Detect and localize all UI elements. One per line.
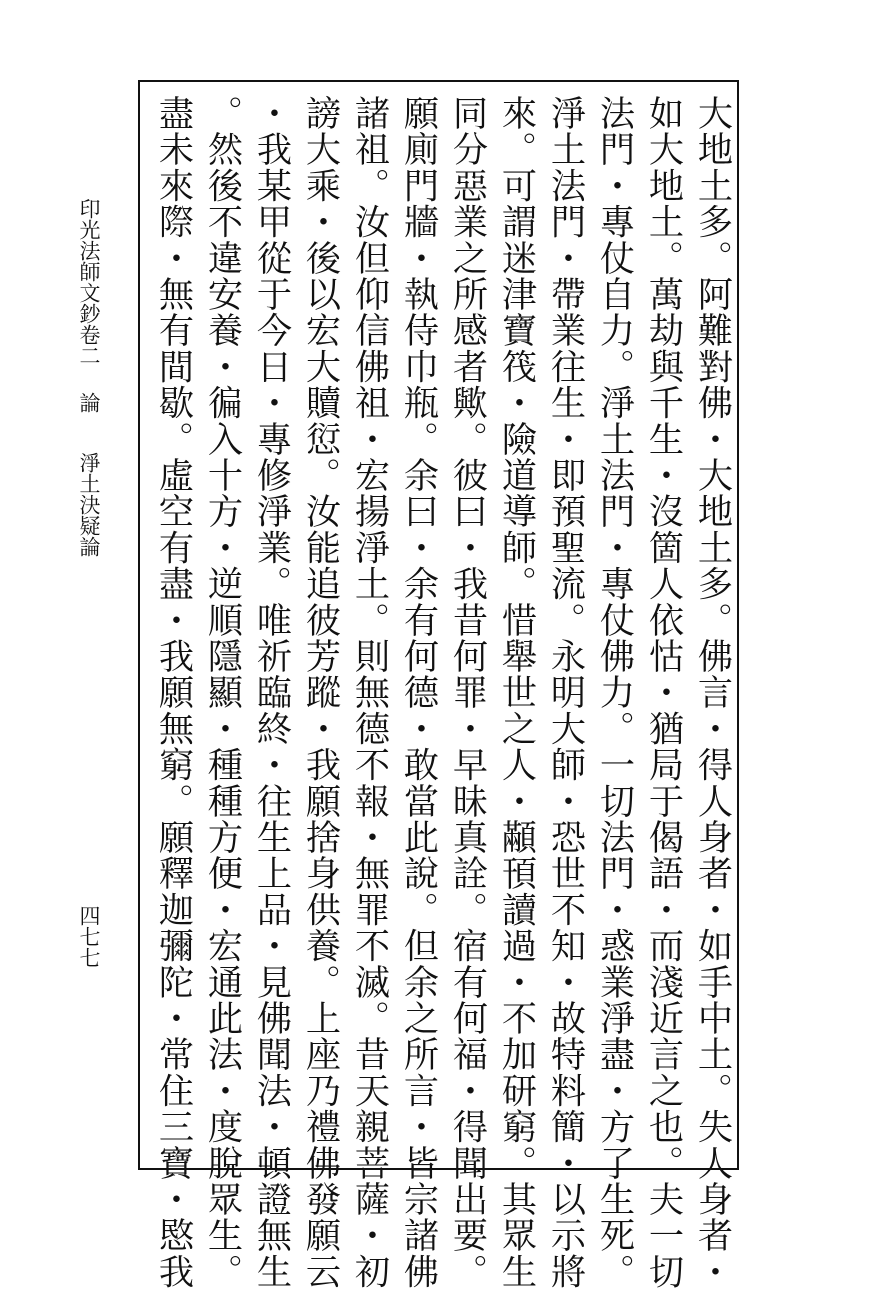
text-column-2: 如大地土。萬劫與千生・沒箇人依怙・猶局于偈語・而淺近言之也。夫一切 <box>643 95 684 1290</box>
text-column-5: 來。可謂迷津寶筏・險道導師。惜舉世之人・顢頇讀過・不加研窮。其眾生 <box>496 95 537 1290</box>
text-column-10: ・我某甲從于今日・專修淨業。唯祈臨終・往生上品・見佛聞法・頓證無生 <box>251 95 292 1290</box>
text-column-9: 謗大乘・後以宏大贖愆。汝能追彼芳蹤・我願捨身供養。上座乃禮佛發願云 <box>300 95 341 1290</box>
text-column-4: 淨土法門・帶業往生・即預聖流。永明大師・恐世不知・故特料簡・以示將 <box>545 95 586 1290</box>
text-column-11: 。然後不違安養・徧入十方・逆順隱顯・種種方便・宏通此法・度脫眾生。 <box>202 95 243 1290</box>
page-number: 四七七 <box>77 905 101 968</box>
text-column-3: 法門・專仗自力。淨土法門・專仗佛力。一切法門・惑業淨盡・方了生死。 <box>594 95 635 1290</box>
text-column-1: 大地土多。阿難對佛・大地土多。佛言・得人身者・如手中土。失人身者・ <box>692 95 733 1290</box>
text-column-6: 同分惡業之所感者歟。彼曰・我昔何罪・早昧真詮。宿有何福・得聞出要。 <box>447 95 488 1290</box>
text-column-7: 願廁門牆・執侍巾瓶。余曰・余有何德・敢當此說。但余之所言・皆宗諸佛 <box>398 95 439 1290</box>
section-label: 論 <box>77 392 101 413</box>
book-title: 印光法師文鈔卷二 <box>77 198 101 366</box>
text-column-8: 諸祖。汝但仰信佛祖・宏揚淨土。則無德不報・無罪不滅。昔天親菩薩・初 <box>349 95 390 1290</box>
text-column-12: 盡未來際・無有間歇。虛空有盡・我願無窮。願釋迦彌陀・常住三寶・愍我 <box>153 95 194 1290</box>
chapter-title: 淨土決疑論 <box>77 452 101 557</box>
